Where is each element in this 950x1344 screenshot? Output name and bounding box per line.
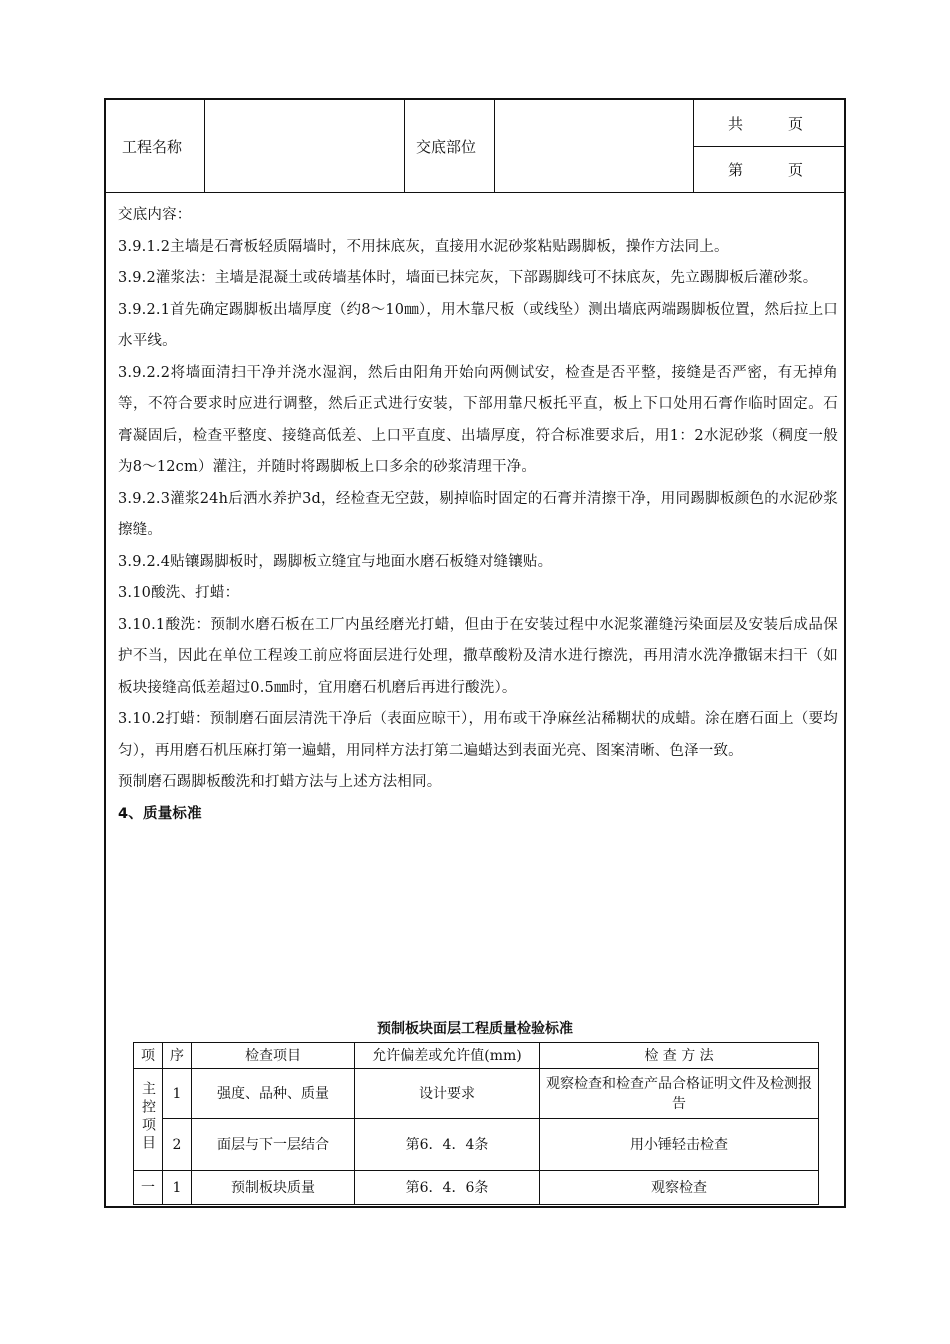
method-cell: 观察检查 [540,1171,819,1205]
quality-table-title: 预制板块面层工程质量检验标准 [377,1021,573,1037]
table-row [134,1069,819,1119]
paragraph: 3.9.2.4贴镶踢脚板时，踢脚板立缝宜与地面水磨石板缝对缝镶贴。 [118,553,553,570]
header-cell: 项 [134,1043,163,1069]
handover-location-label: 交底部位 [416,138,477,156]
divider [404,100,405,192]
header-cell: 序 [163,1043,192,1069]
allowance-cell: 设计要求 [355,1069,540,1119]
divider [204,100,205,192]
page-label: 第 页 [728,161,804,179]
method-cell: 观察检查和检查产品合格证明文件及检测报告 [540,1069,819,1119]
allowance-cell: 第6．4．6条 [355,1171,540,1205]
paragraph: 3.9.2灌浆法：主墙是混凝土或砖墙基体时，墙面已抹完灰，下部踢脚线可不抹底灰，先立踢脚板后灌砂浆。 [118,270,818,286]
general-cell: 一 [134,1171,163,1205]
paragraph: 3.9.2.2将墙面清扫干净并浇水湿润，然后由阳角开始向两侧试安，检查是否平整，接缝是否严密，有无掉角等，不符合要求时应进行调整，然后正式进行安装，下部用靠尺板托平直，板上下口处用石膏作临时固定。石膏凝固后，检查平整度、接缝高低差、上口平直度、出墙厚度，符合标准要求后，用1：2水泥砂浆（稠度一般为8～12cm）灌注，并随时将踢脚板上口多余的砂浆清理干净。 [118,364,838,475]
main-control-cell [134,1069,163,1171]
paragraph: 3.10酸洗、打蜡： [118,585,240,601]
paragraph: 预制磨石踢脚板酸洗和打蜡方法与上述方法相同。 [118,774,442,790]
header-table [106,100,844,193]
header-cell: 检 查 方 法 [540,1043,819,1069]
paragraph: 3.10.2打蜡：预制磨石面层清洗干净后（表面应晾干），用布或干净麻丝沾稀糊状的成蜡。涂在磨石面上（要均匀），再用磨石机压麻打第一遍蜡，用同样方法打第二遍蜡达到表面光亮、图案清晰、色泽一致。 [118,711,838,759]
handover-content [118,200,838,830]
seq-cell: 1 [163,1069,192,1119]
table-row [134,1171,819,1205]
seq-cell: 1 [163,1171,192,1205]
document-frame [104,98,846,1208]
item-cell: 强度、品种、质量 [192,1069,355,1119]
quality-table [133,1042,819,1205]
header-cell: 允许偏差或允许值(mm) [355,1043,540,1069]
paragraph: 3.9.1.2主墙是石膏板轻质隔墙时，不用抹底灰，直接用水泥砂浆粘贴踢脚板，操作方法同上。 [118,238,729,255]
divider [693,146,844,147]
seq-cell: 2 [163,1119,192,1171]
table-header-row [134,1043,819,1069]
method-cell: 用小锤轻击检查 [540,1119,819,1171]
total-pages-label: 共 页 [728,115,804,133]
header-cell: 检查项目 [192,1043,355,1069]
main-control-label: 主控项目 [140,1080,156,1153]
item-cell: 预制板块质量 [192,1171,355,1205]
content-intro: 交底内容： [118,207,192,223]
project-name-label: 工程名称 [122,138,183,156]
paragraph: 3.9.2.1首先确定踢脚板出墙厚度（约8～10㎜），用木靠尺板（或线坠）测出墙底两端踢脚板位置，然后拉上口水平线。 [118,301,838,349]
paragraph: 3.10.1酸洗：预制水磨石板在工厂内虽经磨光打蜡，但由于在安装过程中水泥浆灌缝污染面层及安装后成品保护不当，因此在单位工程竣工前应将面层进行处理，撒草酸粉及清水进行擦洗，再用清水洗净撒锯末扫干（如板块接缝高低差超过0.5㎜时，宜用磨石机磨后再进行酸洗）。 [118,616,838,696]
allowance-cell: 第6．4．4条 [355,1119,540,1171]
table-row [134,1119,819,1171]
paragraph: 3.9.2.3灌浆24h后洒水养护3d，经检查无空鼓，剔掉临时固定的石膏并清擦干净，用同踢脚板颜色的水泥砂浆擦缝。 [118,490,838,538]
divider [494,100,495,192]
item-cell: 面层与下一层结合 [192,1119,355,1171]
section-heading: 4、质量标准 [118,805,202,822]
